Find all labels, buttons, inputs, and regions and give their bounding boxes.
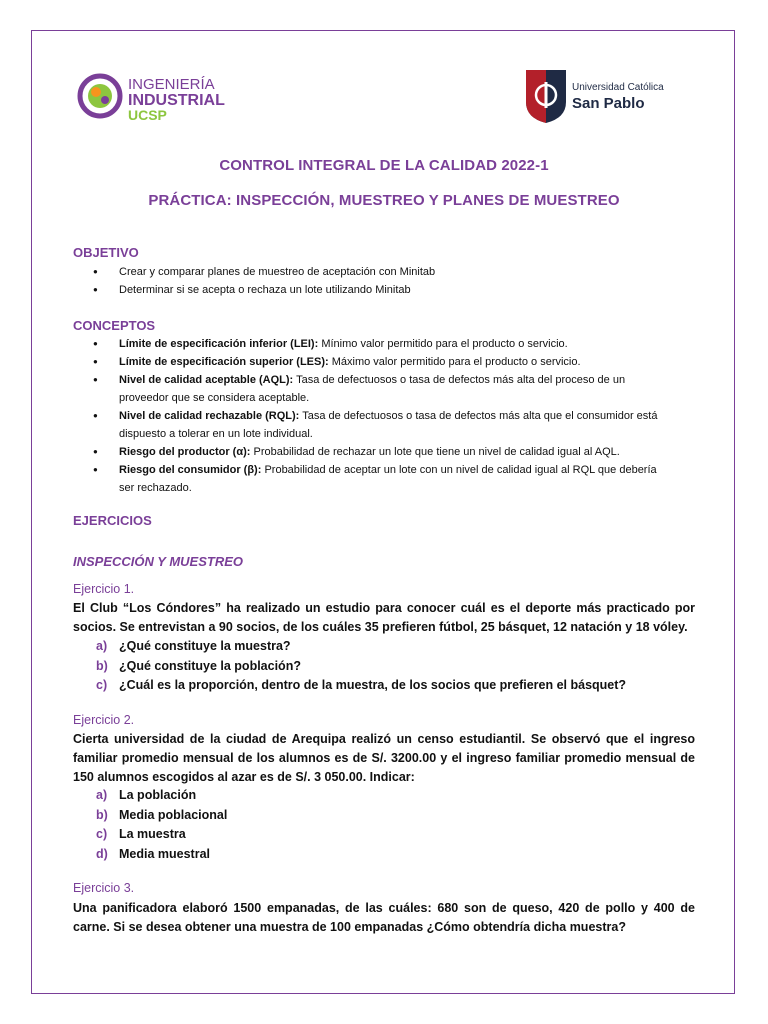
concept-term: Límite de especificación superior (LES): <box>119 356 329 368</box>
page-title: CONTROL INTEGRAL DE LA CALIDAD 2022-1 <box>219 157 549 174</box>
list-item <box>73 443 673 461</box>
list-item <box>73 786 227 806</box>
list-item <box>73 845 227 865</box>
concept-definition: Tasa de defectuosos o tasa de defectos más alta del proceso de un proveedor que se considera aceptable. <box>119 374 626 404</box>
concept-definition: Probabilidad de aceptar un lote con un nivel de calidad igual al RQL que debería ser rechazado. <box>119 464 657 494</box>
item-letter: b) <box>96 658 108 673</box>
ejercicio-3-text: Una panificadora elaboró 1500 empanadas, de las cuáles: 680 son de queso, 420 de pollo y 400 de carne. Si se desea obtener una muestra de 100 empanadas ¿Cómo obtendría dicha muestra? <box>73 901 695 934</box>
concept-definition: Tasa de defectuosos o tasa de defectos más alta que el consumidor está dispuesto a tolerar en un lote individual. <box>119 410 658 440</box>
list-item <box>73 263 703 281</box>
item-text: Media poblacional <box>119 807 228 822</box>
ejercicio-2-text: Cierta universidad de la ciudad de Arequipa realizó un censo estudiantil. Se observó que el ingreso familiar promedio mensual de los alumnos es de S/. 3200.00 y el ingreso familiar promedio mensual de 150 alumnos escogidos al azar es de S/. 3 050.00. Indicar: <box>73 732 695 784</box>
page-subtitle: PRÁCTICA: INSPECCIÓN, MUESTREO Y PLANES DE MUESTREO <box>148 192 620 209</box>
list-item <box>73 407 673 443</box>
ejercicio-3-title: Ejercicio 3. <box>73 881 135 895</box>
list-item <box>73 825 227 845</box>
concept-term: Riesgo del productor (α): <box>119 446 251 458</box>
objetivo-item-text: Determinar si se acepta o rechaza un lote utilizando Minitab <box>119 284 411 296</box>
concept-term: Límite de especificación inferior (LEI): <box>119 338 319 350</box>
conceptos-list <box>73 335 673 497</box>
list-item <box>73 371 673 407</box>
inspeccion-heading: INSPECCIÓN Y MUESTREO <box>73 554 243 569</box>
item-text: ¿Qué constituye la muestra? <box>119 639 291 653</box>
list-item <box>73 806 227 826</box>
concept-definition: Probabilidad de rechazar un lote que tiene un nivel de calidad igual al AQL. <box>250 446 620 458</box>
ejercicio-1-title: Ejercicio 1. <box>73 582 135 596</box>
concept-definition: Mínimo valor permitido para el producto o servicio. <box>318 338 568 350</box>
conceptos-heading: CONCEPTOS <box>73 318 156 333</box>
ejercicios-heading: EJERCICIOS <box>73 513 152 528</box>
item-letter: c) <box>96 827 108 841</box>
item-text: La muestra <box>119 827 186 841</box>
concept-term: Riesgo del consumidor (β): <box>119 464 262 476</box>
list-item <box>73 637 626 657</box>
logo-right-line2: San Pablo <box>572 95 645 112</box>
item-text: ¿Cuál es la proporción, dentro de la muestra, de los socios que prefieren el básquet? <box>119 678 627 692</box>
ejercicio-1-questions <box>73 637 626 696</box>
ucsp-logo <box>524 68 664 124</box>
item-letter: b) <box>96 807 108 822</box>
list-item <box>73 657 626 677</box>
concept-term: Nivel de calidad rechazable (RQL): <box>119 410 300 422</box>
item-text: La población <box>119 788 197 802</box>
list-item <box>73 461 673 497</box>
objetivo-heading: OBJETIVO <box>73 245 139 260</box>
ejercicio-1-text: El Club “Los Cóndores” ha realizado un estudio para conocer cuál es el deporte más practicado por socios. Se entrevistan a 90 socios, de los cuáles 35 prefieren fútbol, 25 básquet, 12 natación y 18 vóley. <box>73 601 695 634</box>
logo-left-line2: INDUSTRIAL <box>128 92 225 109</box>
list-item <box>73 676 626 696</box>
list-item <box>73 281 703 299</box>
list-item <box>73 335 673 353</box>
item-text: Media muestral <box>119 846 211 861</box>
item-letter: c) <box>96 678 108 692</box>
ejercicio-2-title: Ejercicio 2. <box>73 713 135 727</box>
concept-definition: Máximo valor permitido para el producto o servicio. <box>328 356 581 368</box>
logo-left-line1: INGENIERÍA <box>128 76 215 93</box>
item-letter: a) <box>96 788 108 802</box>
objetivo-item-text: Crear y comparar planes de muestreo de aceptación con Minitab <box>119 266 436 278</box>
concept-term: Nivel de calidad aceptable (AQL): <box>119 374 294 386</box>
item-letter: d) <box>96 846 108 861</box>
item-text: ¿Qué constituye la población? <box>119 658 301 673</box>
item-letter: a) <box>96 639 108 653</box>
logo-right-line1: Universidad Católica <box>572 82 664 93</box>
ingenieria-industrial-logo <box>76 68 236 124</box>
logo-left-line3: UCSP <box>128 107 167 123</box>
list-item <box>73 353 673 371</box>
ejercicio-2-questions <box>73 786 227 864</box>
objetivo-list <box>73 263 703 299</box>
